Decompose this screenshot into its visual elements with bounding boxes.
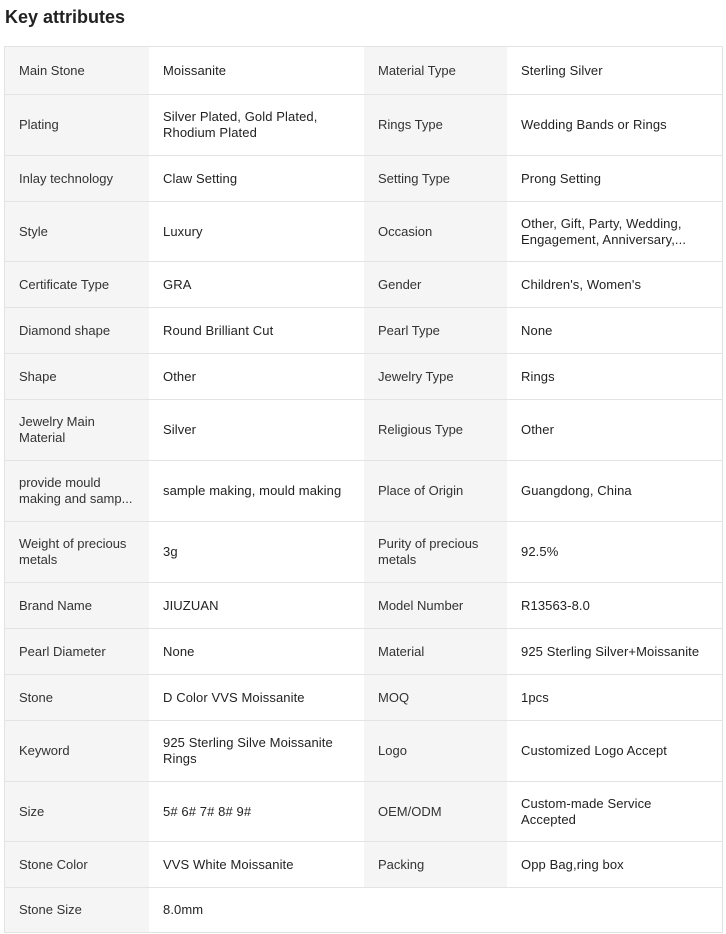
attribute-value: 92.5%	[507, 522, 722, 582]
table-row	[5, 887, 722, 932]
attribute-value: Round Brilliant Cut	[149, 308, 364, 353]
attribute-key: OEM/ODM	[364, 782, 507, 841]
table-row	[5, 720, 722, 781]
attribute-key: Packing	[364, 842, 507, 887]
table-row	[5, 781, 722, 841]
attribute-key: Size	[5, 782, 149, 841]
attribute-key: Stone Size	[5, 888, 149, 932]
attribute-key: Brand Name	[5, 583, 149, 628]
table-row	[5, 94, 722, 155]
attribute-key: Material	[364, 629, 507, 674]
attribute-value: sample making, mould making	[149, 461, 364, 521]
attribute-value: 3g	[149, 522, 364, 582]
attribute-value: Silver Plated, Gold Plated, Rhodium Plated	[149, 95, 364, 155]
attribute-key: Stone Color	[5, 842, 149, 887]
attribute-value: Children's, Women's	[507, 262, 722, 307]
attribute-key: provide mould making and samp...	[5, 461, 149, 521]
attribute-value: VVS White Moissanite	[149, 842, 364, 887]
attributes-table	[4, 46, 723, 933]
attribute-value: 5# 6# 7# 8# 9#	[149, 782, 364, 841]
attribute-value: Silver	[149, 400, 364, 460]
attribute-key: Diamond shape	[5, 308, 149, 353]
attribute-key: Inlay technology	[5, 156, 149, 201]
attribute-key: Main Stone	[5, 47, 149, 94]
attribute-value: Moissanite	[149, 47, 364, 94]
attribute-key: Religious Type	[364, 400, 507, 460]
attribute-key: Gender	[364, 262, 507, 307]
table-row	[5, 460, 722, 521]
attribute-key: Pearl Diameter	[5, 629, 149, 674]
table-row	[5, 261, 722, 307]
attribute-value: Other	[507, 400, 722, 460]
attribute-value: 925 Sterling Silve Moissanite Rings	[149, 721, 364, 781]
attribute-value: JIUZUAN	[149, 583, 364, 628]
attribute-key: Jewelry Type	[364, 354, 507, 399]
attribute-value: Sterling Silver	[507, 47, 722, 94]
attribute-value: Rings	[507, 354, 722, 399]
attribute-key: Plating	[5, 95, 149, 155]
attribute-value: R13563-8.0	[507, 583, 722, 628]
empty-cell	[364, 888, 722, 932]
table-row	[5, 628, 722, 674]
attribute-value: 925 Sterling Silver+Moissanite	[507, 629, 722, 674]
attribute-value: Prong Setting	[507, 156, 722, 201]
attribute-key: Certificate Type	[5, 262, 149, 307]
attribute-key: Style	[5, 202, 149, 261]
attribute-value: Claw Setting	[149, 156, 364, 201]
attribute-key: Jewelry Main Material	[5, 400, 149, 460]
table-row	[5, 521, 722, 582]
attribute-value: Other, Gift, Party, Wedding, Engagement, Anniversary,...	[507, 202, 722, 261]
table-row	[5, 307, 722, 353]
attribute-key: Rings Type	[364, 95, 507, 155]
attribute-value: None	[507, 308, 722, 353]
attribute-key: Pearl Type	[364, 308, 507, 353]
attribute-key: Shape	[5, 354, 149, 399]
attribute-key: Keyword	[5, 721, 149, 781]
attribute-key: MOQ	[364, 675, 507, 720]
table-row	[5, 399, 722, 460]
attribute-key: Material Type	[364, 47, 507, 94]
table-row	[5, 353, 722, 399]
table-row	[5, 201, 722, 261]
attribute-key: Occasion	[364, 202, 507, 261]
attribute-value: Customized Logo Accept	[507, 721, 722, 781]
attribute-key: Weight of precious metals	[5, 522, 149, 582]
attribute-key: Purity of precious metals	[364, 522, 507, 582]
attribute-value: Wedding Bands or Rings	[507, 95, 722, 155]
attribute-value: Other	[149, 354, 364, 399]
table-row	[5, 841, 722, 887]
attribute-key: Setting Type	[364, 156, 507, 201]
attribute-value: D Color VVS Moissanite	[149, 675, 364, 720]
attribute-value: Luxury	[149, 202, 364, 261]
attribute-key: Place of Origin	[364, 461, 507, 521]
attribute-value: None	[149, 629, 364, 674]
attribute-value: Custom-made Service Accepted	[507, 782, 722, 841]
attribute-key: Logo	[364, 721, 507, 781]
attribute-key: Model Number	[364, 583, 507, 628]
section-title: Key attributes	[5, 7, 126, 27]
attribute-value: 8.0mm	[149, 888, 364, 932]
attribute-value: GRA	[149, 262, 364, 307]
table-row	[5, 155, 722, 201]
table-row	[5, 47, 722, 94]
table-row	[5, 674, 722, 720]
attribute-value: 1pcs	[507, 675, 722, 720]
attribute-key: Stone	[5, 675, 149, 720]
attribute-value: Opp Bag,ring box	[507, 842, 722, 887]
attribute-value: Guangdong, China	[507, 461, 722, 521]
table-row	[5, 582, 722, 628]
